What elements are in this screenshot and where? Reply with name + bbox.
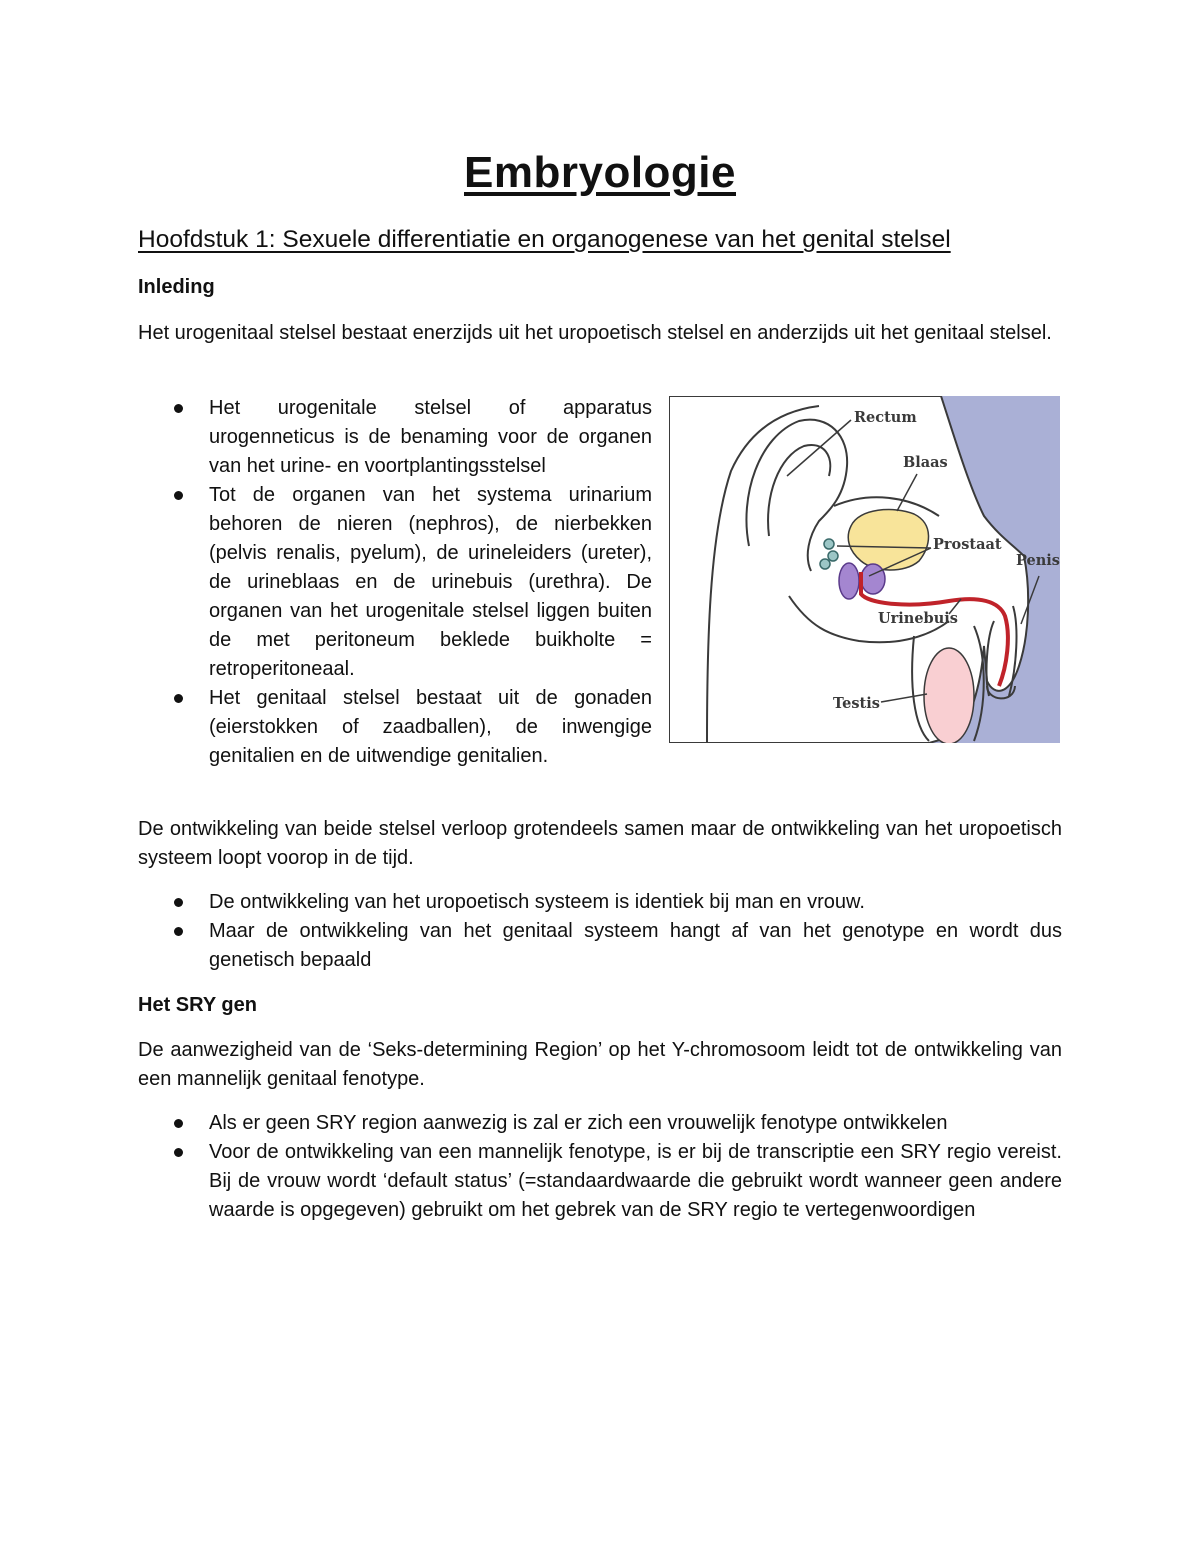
page-title: Embryologie: [464, 148, 736, 197]
label-testis: Testis: [833, 695, 880, 712]
chapter-heading: Hoofdstuk 1: Sexuele differentiatie en organogenese van het genital stelsel: [138, 226, 951, 253]
list-item: De ontwikkeling van het uropoetisch systeem is identiek bij man en vrouw.: [138, 888, 1062, 917]
label-rectum: Rectum: [854, 409, 917, 426]
prostate-shape: [861, 564, 885, 594]
list-item: Het urogenitale stelsel of apparatus urogenneticus is de benaming voor de organen van het urine- en voortplantingsstelsel: [138, 394, 652, 481]
urogenital-anatomy-figure: [669, 396, 1060, 743]
seminal-vesicle: [828, 551, 838, 561]
seminal-vesicle: [820, 559, 830, 569]
list-item: Als er geen SRY region aanwezig is zal er zich een vrouwelijk fenotype ontwikkelen: [138, 1109, 1062, 1138]
development-paragraph: De ontwikkeling van beide stelsel verloop grotendeels samen maar de ontwikkeling van het uropoetisch systeem loopt voorop in de tijd.: [138, 818, 1062, 869]
development-bullet-list: [138, 888, 1062, 975]
sry-bullet-list: [138, 1109, 1062, 1225]
organ-bullet-list: [138, 394, 652, 771]
prostate-shape: [839, 563, 859, 599]
sry-paragraph: De aanwezigheid van de ‘Seks-determining Region’ op het Y-chromosoom leidt tot de ontwikkeling van een mannelijk genitaal fenotype.: [138, 1039, 1062, 1090]
list-item: Tot de organen van het systema urinarium behoren de nieren (nephros), de nierbekken (pelvis renalis, pyelum), de urineleiders (ureter), de urineblaas en de urinebuis (urethra). De organen van het urogenitale stelsel liggen buiten de met peritoneum beklede buikholte = retroperitoneaal.: [138, 481, 652, 684]
testis-shape: [924, 648, 974, 743]
list-item: Het genitaal stelsel bestaat uit de gonaden (eierstokken of zaadballen), de inwengige genitalien en de uitwendige genitalien.: [138, 684, 652, 771]
list-item: Voor de ontwikkeling van een mannelijk fenotype, is er bij de transcriptie een SRY regio vereist. Bij de vrouw wordt ‘default status’ (=standaardwaarde die gebruikt wordt wanneer geen andere waarde is opgegeven) gebruikt om het gebrek van de SRY regio te vertegenwoordigen: [138, 1138, 1062, 1225]
label-prostaat: Prostaat: [933, 536, 1002, 553]
label-blaas: Blaas: [903, 454, 948, 471]
intro-paragraph: Het urogenitaal stelsel bestaat enerzijds uit het uropoetisch stelsel en anderzijds uit het genitaal stelsel.: [138, 322, 1052, 344]
section-heading-inleiding: Inleding: [138, 276, 215, 298]
list-item: Maar de ontwikkeling van het genitaal systeem hangt af van het genotype en wordt dus genetisch bepaald: [138, 917, 1062, 975]
label-penis: Penis: [1016, 552, 1060, 569]
label-urinebuis: Urinebuis: [878, 610, 958, 627]
anatomy-diagram: [669, 396, 1060, 743]
bladder-shape: [848, 510, 928, 570]
seminal-vesicle: [824, 539, 834, 549]
section-heading-sry: Het SRY gen: [138, 994, 257, 1016]
